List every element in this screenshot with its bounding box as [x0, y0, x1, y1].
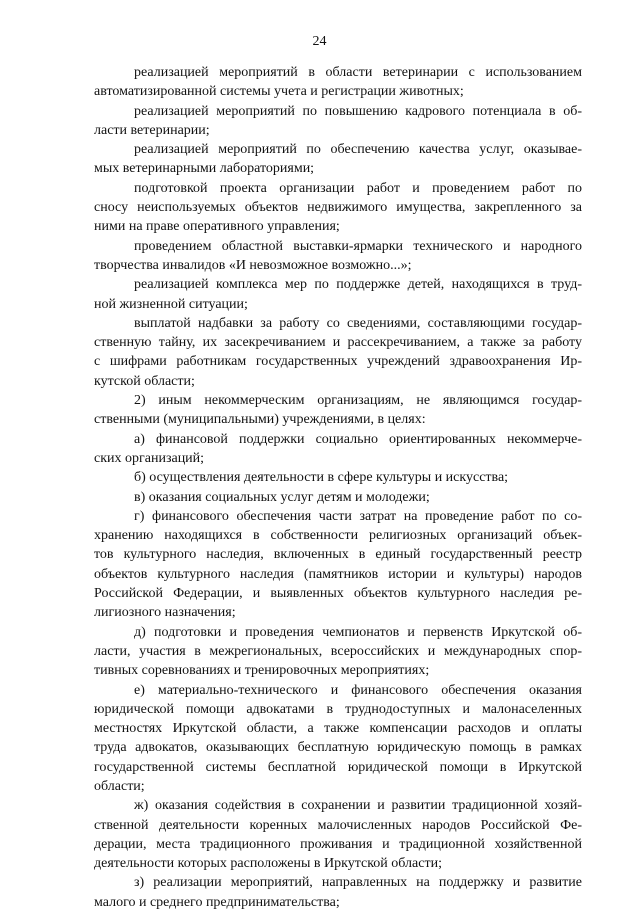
text-line: г) финансового обеспечения части затрат на проведение работ по со-	[134, 508, 582, 524]
text-line: государственной системы бесплатной юридической помощи в Иркутской	[94, 759, 582, 775]
text-line: ной жизненной ситуации;	[94, 296, 248, 312]
text-line: ских организаций;	[94, 450, 205, 466]
text-line: хранению находящихся в собственности религиозных организаций объек-	[94, 528, 582, 544]
text-line: реализацией мероприятий по повышению кадрового потенциала в об-	[134, 103, 582, 119]
text-line: ственной деятельности коренных малочисленных народов Российской Фе-	[94, 817, 582, 833]
text-line: области;	[94, 778, 145, 794]
text-line: д) подготовки и проведения чемпионатов и первенств Иркутской об-	[134, 624, 582, 640]
text-line: дерации, места традиционного проживания и традиционной хозяйственной	[94, 836, 582, 852]
text-line: реализацией мероприятий в области ветеринарии с использованием	[134, 65, 582, 80]
text-line: б) осуществления деятельности в сфере культуры и искусства;	[134, 470, 509, 486]
text-line: Российской Федерации, и выявленных объектов культурного наследия ре-	[94, 586, 582, 602]
text-line: юридической помощи адвокатами в труднодоступных и малонаселенных	[94, 701, 582, 717]
text-line: ственную тайну, их засекречиванием и рассекречиванием, а также за работу	[94, 335, 582, 351]
text-line: объектов культурного наследия (памятников истории и культуры) народов	[94, 566, 582, 582]
text-line: местностях Иркутской области, а также компенсации расходов и оплаты	[94, 721, 582, 737]
text-line: выплатой надбавки за работу со сведениями, составляющими государ-	[134, 315, 582, 331]
text-line: а) финансовой поддержки социально ориентированных некоммерче-	[134, 431, 582, 447]
text-line: малого и среднего предпринимательства;	[94, 894, 340, 910]
text-line: труда адвокатов, оказывающих бесплатную юридическую помощь в рамках	[94, 740, 582, 756]
document-body	[94, 63, 582, 912]
text-line: реализацией комплекса мер по поддержке детей, находящихся в труд-	[134, 277, 582, 293]
text-line: 2) иным некоммерческим организациям, не являющимся государ-	[134, 393, 582, 409]
text-line: ласти, участия в межрегиональных, всероссийских и международных спор-	[94, 643, 582, 659]
text-line: с шифрами работникам государственных учреждений здравоохранения Ир-	[94, 354, 582, 370]
text-line: подготовкой проекта организации работ и проведением работ по	[134, 180, 582, 196]
text-line: автоматизированной системы учета и регистрации животных;	[94, 84, 464, 100]
text-line: мых ветеринарными лабораториями;	[94, 161, 315, 177]
page-number: 24	[312, 34, 327, 49]
text-line: сносу неиспользуемых объектов недвижимого имущества, закрепленного за	[94, 200, 582, 216]
text-line: кутской области;	[94, 373, 195, 389]
text-line: е) материально-технического и финансового обеспечения оказания	[134, 682, 582, 698]
text-line: ственными (муниципальными) учреждениями, в целях:	[94, 412, 426, 428]
text-line: проведением областной выставки-ярмарки технического и народного	[134, 238, 582, 254]
text-line: тов культурного наследия, включенных в единый государственный реестр	[94, 547, 582, 563]
text-line: в) оказания социальных услуг детям и молодежи;	[134, 489, 430, 505]
text-line: ними на праве оперативного управления;	[94, 219, 340, 235]
text-line: ж) оказания содействия в сохранении и развитии традиционной хозяй-	[134, 798, 582, 814]
text-line: деятельности которых расположены в Иркутской области;	[94, 856, 442, 872]
text-line: творчества инвалидов «И невозможное возможно...»;	[94, 257, 412, 273]
text-line: лигиозного назначения;	[94, 605, 236, 621]
text-line: реализацией мероприятий по обеспечению качества услуг, оказывае-	[134, 142, 582, 158]
text-line: з) реализации мероприятий, направленных на поддержку и развитие	[134, 875, 582, 891]
text-line: ласти ветеринарии;	[94, 122, 210, 138]
text-line: тивных соревнованиях и тренировочных мероприятиях;	[94, 663, 430, 679]
